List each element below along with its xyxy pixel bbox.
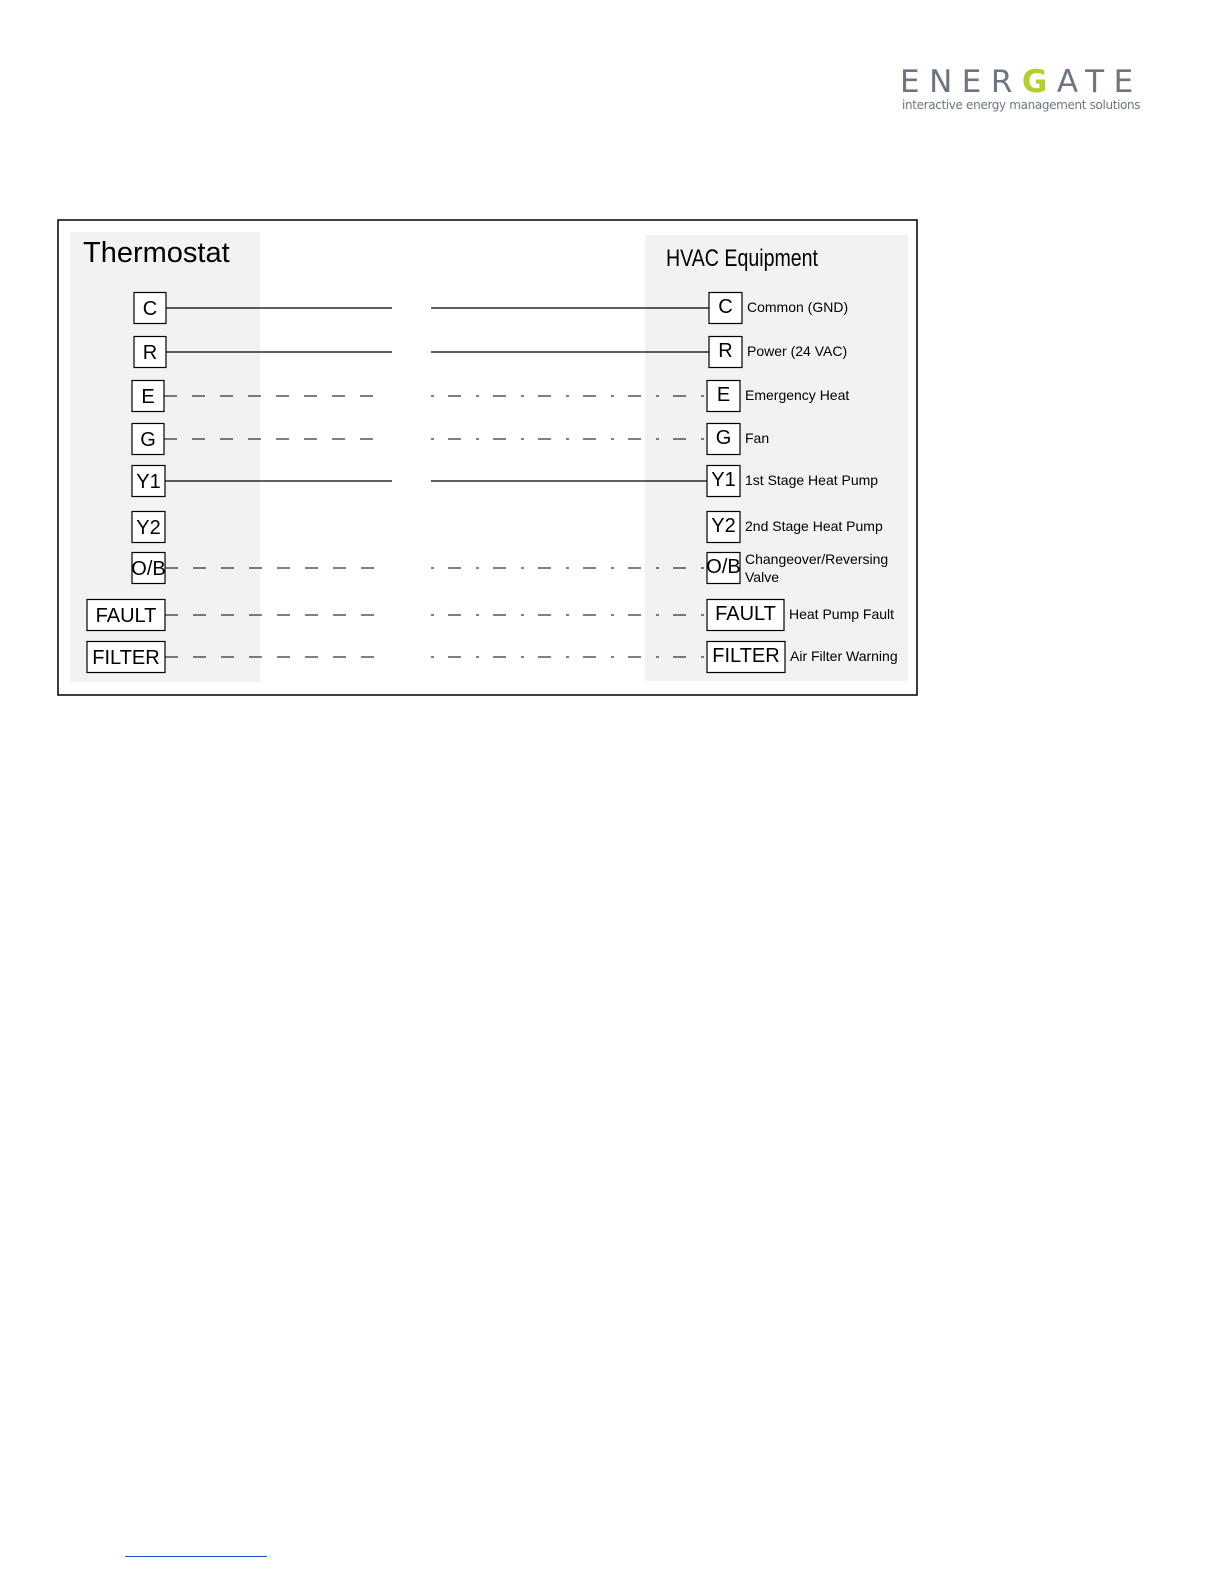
equipment-terminal-label: O/B [706, 556, 741, 578]
terminal-description: Power (24 VAC) [747, 343, 848, 359]
thermostat-title: Thermostat [83, 237, 230, 269]
equipment-terminal-label: C [718, 296, 733, 318]
equipment-terminal-label: G [715, 427, 732, 449]
terminal-description: Common (GND) [747, 299, 849, 315]
equipment-terminal-label: E [716, 384, 731, 406]
hvac-equipment-title: HVAC Equipment [666, 245, 819, 272]
logo-word-part-1: ENER [900, 64, 1022, 100]
terminal-description: 1st Stage Heat Pump [745, 472, 879, 488]
equipment-terminal-label: FILTER [712, 645, 780, 667]
equipment-terminal-label: R [718, 340, 733, 362]
equipment-terminal-label: FAULT [715, 603, 776, 625]
terminal-description: Fan [745, 430, 770, 446]
thermostat-terminal-label: E [141, 386, 155, 408]
terminal-description-line-2: Valve [745, 569, 779, 585]
terminal-description: Emergency Heat [745, 387, 850, 403]
logo-word-accent: G [1021, 64, 1057, 100]
thermostat-terminal-label: G [140, 429, 156, 451]
logo-word-part-2: ATE [1056, 64, 1143, 100]
terminal-description: Heat Pump Fault [789, 606, 895, 622]
equipment-terminal-label: Y2 [711, 515, 736, 537]
thermostat-terminal-label: O/B [131, 558, 166, 580]
equipment-terminal-label: Y1 [711, 469, 736, 491]
logo-tagline: interactive energy management solutions [902, 98, 1141, 112]
thermostat-terminal-label: C [142, 298, 158, 320]
thermostat-terminal-label: FILTER [92, 647, 160, 669]
thermostat-terminal-label: FAULT [95, 605, 157, 627]
terminal-description: Changeover/Reversing [745, 551, 889, 567]
terminal-description: 2nd Stage Heat Pump [745, 518, 883, 534]
thermostat-terminal-label: R [142, 342, 158, 364]
thermostat-terminal-label: Y2 [136, 517, 161, 539]
terminal-description: Air Filter Warning [790, 648, 898, 664]
footer-link-underline [125, 1556, 267, 1557]
thermostat-terminal-label: Y1 [136, 471, 161, 493]
